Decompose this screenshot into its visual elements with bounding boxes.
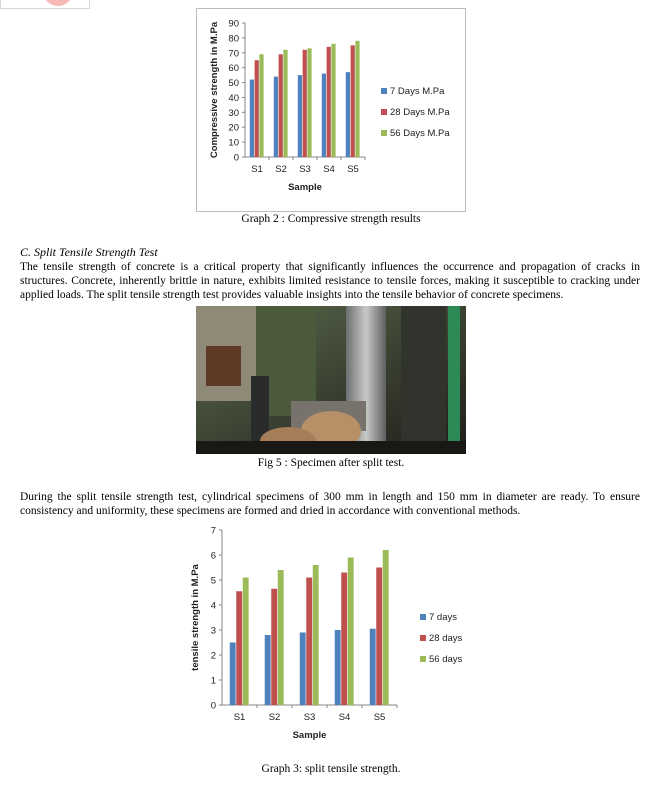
bar-s5-series-2 — [351, 45, 355, 157]
y-tick-label: 10 — [228, 137, 239, 149]
bar-s3-series-3 — [307, 48, 311, 157]
bar-s2-series-2 — [271, 589, 277, 705]
y-tick-label: 1 — [210, 675, 216, 687]
legend-swatch-series-2 — [420, 635, 426, 641]
x-axis-label: Sample — [288, 182, 322, 193]
y-tick-label: 90 — [228, 18, 239, 30]
bar-s3-series-3 — [313, 565, 319, 705]
legend-label-series-1: 7 Days M.Pa — [390, 86, 445, 97]
bar-s2-series-3 — [283, 50, 287, 157]
legend-swatch-series-2 — [381, 109, 387, 115]
x-axis-label: Sample — [292, 730, 327, 741]
y-tick-label: 0 — [233, 152, 239, 164]
bar-s5-series-3 — [383, 550, 389, 705]
bar-s3-series-1 — [298, 75, 302, 157]
y-tick-label: 70 — [228, 48, 239, 60]
legend-swatch-series-3 — [381, 130, 387, 136]
bar-s3-series-2 — [306, 578, 312, 706]
legend-swatch-series-1 — [420, 614, 426, 620]
bar-s2-series-1 — [265, 635, 271, 705]
bar-s4-series-1 — [335, 630, 341, 705]
bar-s1-series-1 — [250, 80, 254, 157]
bar-s5-series-1 — [370, 629, 376, 705]
bar-s3-series-2 — [303, 50, 307, 157]
x-tick-label: S2 — [275, 164, 287, 175]
bar-s5-series-3 — [355, 41, 359, 157]
compressive-strength-chart — [196, 8, 466, 212]
bar-s4-series-2 — [341, 573, 347, 706]
y-tick-label: 20 — [228, 122, 239, 134]
legend-swatch-series-3 — [420, 656, 426, 662]
specimen-photo-image — [196, 306, 466, 454]
logo-arc-shape — [43, 0, 73, 6]
bar-s1-series-2 — [236, 591, 242, 705]
graph2-caption: Graph 2 : Compressive strength results — [241, 213, 421, 225]
x-tick-label: S1 — [233, 712, 246, 723]
y-axis-label: tensile strength in M.Pa — [190, 564, 201, 671]
y-tick-label: 5 — [210, 575, 216, 587]
compressive-strength-chart-svg — [197, 9, 465, 211]
bar-s4-series-3 — [331, 44, 335, 157]
bar-s3-series-1 — [300, 633, 306, 706]
x-tick-label: S5 — [373, 712, 386, 723]
x-tick-label: S3 — [303, 712, 316, 723]
legend-label-series-3: 56 Days M.Pa — [390, 128, 450, 139]
y-tick-label: 6 — [210, 550, 216, 562]
paragraph-test-description: During the split tensile strength test, cylindrical specimens of 300 mm in length and 150 mm in diameter are ready. To ensure consistency and uniformity, these specimens are formed and dried in accordance with conventional methods. — [20, 491, 640, 517]
bar-s2-series-1 — [274, 77, 278, 157]
bar-s2-series-2 — [279, 54, 283, 157]
bar-s4-series-3 — [348, 558, 354, 706]
legend-label-series-2: 28 days — [429, 633, 463, 644]
y-tick-label: 30 — [228, 107, 239, 119]
y-tick-label: 60 — [228, 63, 239, 75]
specimen-photo — [196, 306, 466, 454]
bar-s4-series-1 — [322, 74, 326, 157]
section-heading: C. Split Tensile Strength Test — [20, 245, 158, 259]
y-tick-label: 40 — [228, 92, 239, 104]
legend-label-series-2: 28 Days M.Pa — [390, 107, 450, 118]
y-tick-label: 50 — [228, 78, 239, 90]
bar-s4-series-2 — [327, 47, 331, 157]
x-tick-label: S5 — [347, 164, 359, 175]
legend-label-series-3: 56 days — [429, 654, 463, 665]
bar-s5-series-2 — [376, 568, 382, 706]
y-tick-label: 80 — [228, 33, 239, 45]
legend-label-series-1: 7 days — [429, 612, 457, 623]
header-logo-fragment — [0, 0, 90, 9]
x-tick-label: S3 — [299, 164, 311, 175]
x-tick-label: S4 — [323, 164, 335, 175]
x-tick-label: S4 — [338, 712, 351, 723]
bar-s1-series-3 — [243, 578, 249, 706]
x-tick-label: S1 — [251, 164, 263, 175]
y-tick-label: 4 — [210, 600, 216, 612]
paragraph-tensile-intro: The tensile strength of concrete is a critical property that significantly influences the occurrence and propagation of cracks in structures. Concrete, inherently brittle in nature, exhibits limited resistance to tensile forces, making it susceptible to cracking under applied loads. The split tensile strength test provides valuable insights into the tensile behavior of concrete specimens. — [20, 261, 640, 301]
split-tensile-chart — [180, 520, 480, 758]
legend-swatch-series-1 — [381, 88, 387, 94]
y-tick-label: 2 — [210, 650, 216, 662]
bar-s5-series-1 — [346, 72, 350, 157]
bar-s1-series-3 — [259, 54, 263, 157]
bar-s1-series-2 — [255, 60, 259, 157]
y-tick-label: 7 — [210, 525, 216, 537]
fig5-caption: Fig 5 : Specimen after split test. — [257, 457, 405, 469]
graph3-caption: Graph 3: split tensile strength. — [261, 763, 401, 775]
bar-s1-series-1 — [230, 643, 236, 706]
y-tick-label: 3 — [210, 625, 216, 637]
x-tick-label: S2 — [268, 712, 281, 723]
y-axis-label: Compressive strength in M.Pa — [209, 21, 220, 159]
bar-s2-series-3 — [278, 570, 284, 705]
y-tick-label: 0 — [210, 700, 216, 712]
split-tensile-chart-svg — [180, 520, 480, 758]
